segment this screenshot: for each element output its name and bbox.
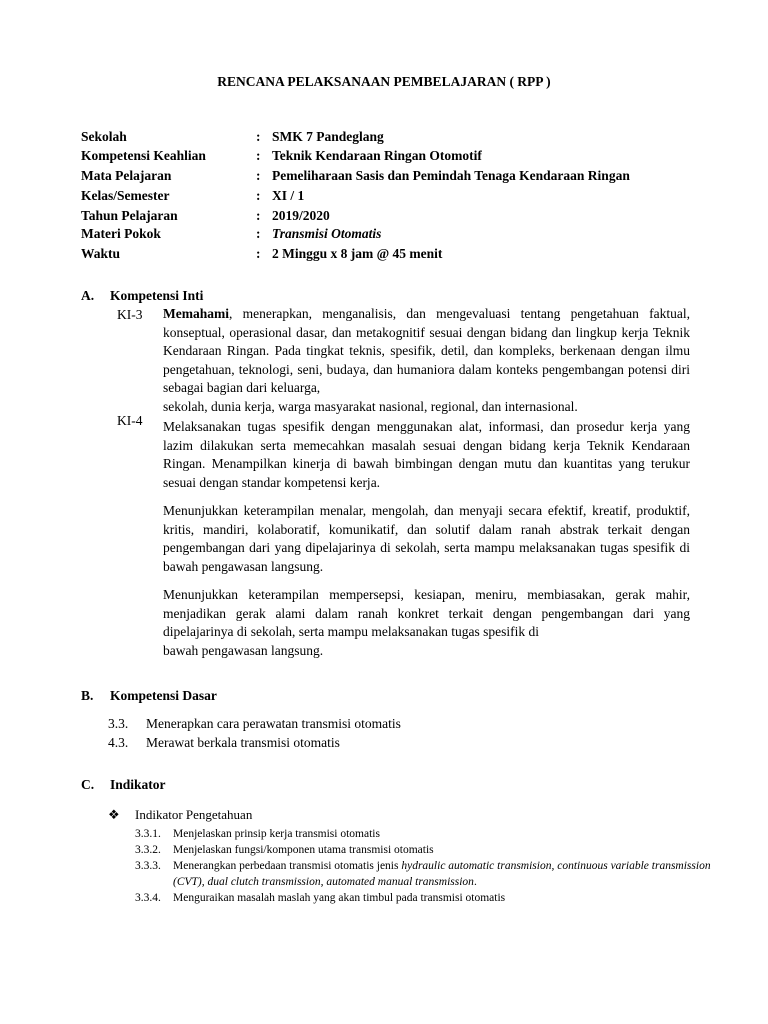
identity-separator: :: [256, 129, 261, 144]
identity-label: Kelas/Semester: [81, 188, 170, 203]
ki3-code: KI-3: [117, 307, 143, 322]
ki4-paragraph-3: [163, 586, 690, 660]
kd-text: Menerapkan cara perawatan transmisi otomatis: [146, 716, 401, 731]
section-letter: B.: [81, 688, 94, 703]
indicator-number: 3.3.4.: [135, 892, 161, 904]
identity-value: XI / 1: [272, 188, 305, 203]
document-title: RENCANA PELAKSANAAN PEMBELAJARAN ( RPP ): [217, 74, 551, 89]
indicator-text-end: .: [473, 876, 477, 888]
kd-number: 4.3.: [108, 735, 129, 750]
indicator-text: Menjelaskan fungsi/komponen utama transmisi otomatis: [173, 844, 434, 856]
section-letter: A.: [81, 288, 95, 303]
indicator-text-italic: hydraulic automatic transmision, continuous variable transmission (CVT), dual clutch transmission, automated manual transmission: [173, 860, 711, 888]
identity-value: Teknik Kendaraan Ringan Otomotif: [272, 148, 482, 163]
identity-separator: :: [256, 226, 261, 241]
identity-label: Kompetensi Keahlian: [81, 148, 206, 163]
identity-separator: :: [256, 188, 261, 203]
indicator-text: Menguraikan masalah maslah yang akan timbul pada transmisi otomatis: [173, 892, 506, 904]
section-title: Kompetensi Inti: [110, 288, 204, 303]
section-title: Kompetensi Dasar: [110, 688, 217, 703]
ki4-paragraph-2: Menunjukkan keterampilan menalar, mengolah, dan menyaji secara efektif, kreatif, produktif, kritis, mandiri, kolaboratif, komunikatif, dan solutif dalam ranah abstrak terkait dengan pengembangan dari yang dipelajarinya di sekolah, serta mampu melaksanakan tugas spesifik di bawah pengawasan langsung.: [163, 503, 690, 574]
ki3-tail: sekolah, dunia kerja, warga masyarakat nasional, regional, dan internasional.: [163, 398, 578, 414]
identity-value: Transmisi Otomatis: [272, 226, 382, 241]
identity-label: Mata Pelajaran: [81, 168, 172, 183]
identity-value: Pemeliharaan Sasis dan Pemindah Tenaga Kendaraan Ringan: [272, 168, 630, 183]
ki3-paragraph: [163, 305, 690, 416]
sub-heading-text: Indikator Pengetahuan: [135, 807, 253, 822]
ki3-body: , menerapkan, menganalisis, dan mengevaluasi tentang pengetahuan faktual, konseptual, operasional dasar, dan metakognitif sesuai dengan bidang dan lingkup kerja Teknik Kendaraan Ringan. Pada tingkat teknis, spesifik, detil, dan kompleks, berkenaan dengan ilmu pengetahuan, teknologi, seni, budaya, dan humaniora dalam konteks pengembangan potensi diri sebagai bagian dari keluarga,: [163, 306, 690, 395]
ki4-code: KI-4: [117, 413, 143, 428]
identity-separator: :: [256, 168, 261, 183]
kd-number: 3.3.: [108, 716, 129, 731]
section-letter: C.: [81, 777, 95, 792]
identity-separator: :: [256, 208, 261, 223]
ki4-paragraph-1: Melaksanakan tugas spesifik dengan menggunakan alat, informasi, dan prosedur kerja yang lazim dilakukan serta memecahkan masalah sesuai dengan bidang kerja Teknik Kendaraan Ringan. Menampilkan kinerja di bawah bimbingan dengan mutu dan kuantitas yang terukur sesuai dengan standar kompetensi kerja.: [163, 419, 690, 490]
kd-text: Merawat berkala transmisi otomatis: [146, 735, 340, 750]
section-title: Indikator: [110, 777, 166, 792]
identity-separator: :: [256, 148, 261, 163]
indicator-number: 3.3.3.: [135, 860, 161, 872]
ki4-paragraph-3-body: Menunjukkan keterampilan mempersepsi, kesiapan, meniru, membiasakan, gerak mahir, menjadikan gerak alami dalam ranah konkret terkait dengan pengembangan dari yang dipelajarinya di sekolah, serta mampu melaksanakan tugas spesifik di: [163, 587, 690, 639]
identity-value: SMK 7 Pandeglang: [272, 129, 384, 144]
ki4-paragraph-3-tail: bawah pengawasan langsung.: [163, 642, 324, 658]
identity-label: Materi Pokok: [81, 226, 161, 241]
identity-value: 2019/2020: [272, 208, 330, 223]
identity-separator: :: [256, 246, 261, 261]
indicator-text: Menjelaskan prinsip kerja transmisi otomatis: [173, 828, 380, 840]
identity-label: Waktu: [81, 246, 121, 261]
identity-label: Tahun Pelajaran: [81, 208, 178, 223]
identity-value: 2 Minggu x 8 jam @ 45 menit: [272, 246, 443, 261]
identity-label: Sekolah: [81, 129, 127, 144]
indicator-text: [173, 858, 733, 890]
indicator-text-plain: Menerangkan perbedaan transmisi otomatis jenis: [173, 860, 402, 872]
indicator-number: 3.3.2.: [135, 844, 161, 856]
indicator-number: 3.3.1.: [135, 828, 161, 840]
ki3-lead: Memahami: [163, 306, 229, 321]
diamond-bullet-icon: ❖: [108, 807, 120, 822]
